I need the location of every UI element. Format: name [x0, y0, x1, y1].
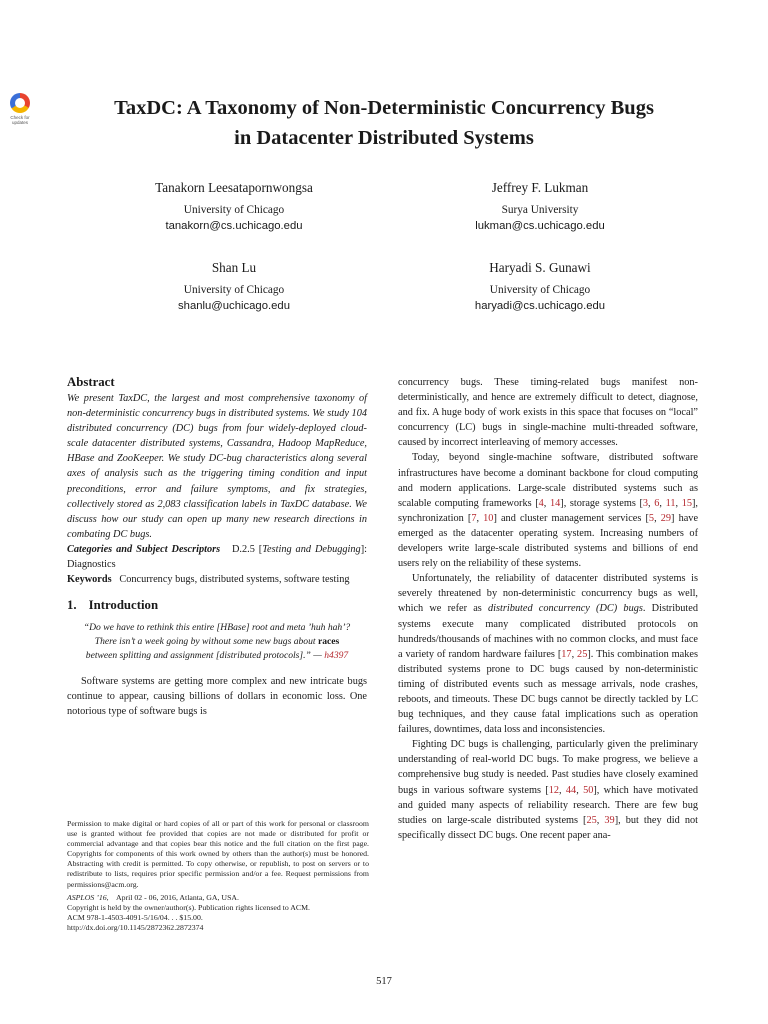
body-text: ]. This combination makes distributed systems prone to DC bugs caused by non-deterministic timing of distributed events such as message arrivals, node crashes, reboots, and timeouts. These DC bugs cannot be directly tackled by LC bug techniques, and they cause fatal implications such as operation failures, downtimes, data loss and inconsistencies.	[398, 648, 698, 736]
body-text: ], storage systems [	[560, 497, 643, 509]
isbn-line: ACM 978-1-4503-4091-5/16/04. . . $15.00.	[67, 912, 203, 922]
body-text: ], but they did not specifically dissect DC bugs. One recent paper ana-	[398, 814, 698, 841]
citation-link[interactable]: 29	[660, 512, 672, 524]
author-name: Jeffrey F. Lukman	[491, 180, 589, 195]
section-title: Introduction	[88, 598, 159, 613]
keywords-text: Concurrency bugs, distributed systems, software testing	[119, 574, 350, 586]
citation-link[interactable]: 11	[665, 497, 676, 509]
citation-link[interactable]: 39	[604, 814, 615, 826]
body-text: Fighting DC bugs is challenging, particularly given the preliminary understanding of real-world DC bugs. To make progress, we believe a comprehensive bug study is needed. Past studies have closely examined bugs in various software systems [	[398, 739, 698, 796]
body-text: ,	[559, 784, 566, 796]
check-for-updates-label: Check for updates	[10, 115, 30, 125]
body-text: ,	[596, 814, 605, 826]
conference-line	[67, 893, 369, 903]
author-name: Tanakorn Leesatapornwongsa	[155, 180, 313, 195]
author-email[interactable]: lukman@cs.uchicago.edu	[475, 220, 605, 232]
body-text: ], which have motivated and guided many aspects of reliability research. There are few bug studies on large-scale distributed systems [	[398, 784, 699, 826]
copyright-line: Copyright is held by the owner/author(s). Publication rights licensed to ACM.	[67, 902, 310, 912]
page-number: 517	[376, 976, 392, 987]
body-text: ,	[576, 784, 584, 796]
body-text: ,	[476, 512, 484, 524]
intro-paragraph: Software systems are getting more complex and new intricate bugs continue to appear, causing billions of dollars in economic loss. One notorious type of software bugs is	[67, 676, 367, 718]
abstract-heading: Abstract	[67, 375, 115, 389]
author-block	[84, 179, 384, 234]
author-block	[390, 259, 690, 314]
author-affiliation: University of Chicago	[489, 284, 591, 296]
body-paragraph: concurrency bugs. These timing-related bugs manifest non-deterministically, and hence are extremely difficult to detect, diagnose, and fix. A huge body of work exists in this space that focuses on “local” concurrency (LC) bugs in single-machine multi-threaded software, caused by incorrect interleaving of memory accesses.	[398, 377, 698, 449]
citation-link[interactable]: 5	[648, 512, 655, 524]
body-text: . Distributed systems execute many complicated distributed protocols on hundreds/thousands of machines with no common clocks, and must face a variety of random hardware failures [	[398, 603, 698, 660]
author-name: Shan Lu	[211, 260, 257, 275]
body-text: ,	[571, 648, 578, 660]
emphasis-text: distributed concurrency (DC) bugs	[487, 603, 643, 615]
title-line-2: in Datacenter Distributed Systems	[234, 127, 534, 149]
body-text: Unfortunately, the reliability of datacenter distributed systems is severely threatened by non-deterministic concurrency bugs as well, which we refer as	[398, 573, 698, 615]
permission-notice	[67, 819, 369, 933]
author-name: Haryadi S. Gunawi	[489, 260, 591, 275]
left-column	[67, 373, 367, 720]
crossmark-icon	[10, 93, 30, 113]
doi-link[interactable]: http://dx.doi.org/10.1145/2872362.2872374	[67, 922, 204, 932]
right-column	[398, 375, 698, 843]
body-paragraph	[398, 737, 698, 843]
check-for-updates-badge[interactable]	[6, 93, 34, 127]
author-affiliation: University of Chicago	[183, 204, 285, 216]
intro-heading	[67, 596, 367, 614]
citation-link[interactable]: 44	[565, 784, 577, 796]
author-block	[390, 179, 690, 234]
categories-text: ]: Diagnostics	[67, 543, 367, 571]
body-text: ] have emerged as the datacenter operating system. Increasing numbers of developers write large-scale distributed systems and billions of end users rely on the reliability of these systems.	[398, 512, 699, 570]
title-line-1: TaxDC: A Taxonomy of Non-Deterministic Concurrency Bugs	[114, 97, 654, 119]
body-text: ], synchronization [	[398, 497, 698, 524]
body-text: ] and cluster management services [	[493, 512, 649, 524]
citation-link[interactable]: 7	[471, 512, 477, 524]
author-email[interactable]: shanlu@uchicago.edu	[178, 300, 290, 312]
epigraph-quote	[81, 621, 353, 663]
citation-link[interactable]: 14	[549, 497, 561, 509]
author-affiliation: Surya University	[501, 204, 579, 216]
body-paragraph	[398, 571, 698, 737]
quote-text: between splitting and assignment [distributed protocols].” —	[85, 650, 325, 662]
body-text: ,	[654, 512, 661, 524]
citation-link[interactable]: 6	[654, 497, 660, 509]
citation-link[interactable]: 15	[681, 497, 692, 509]
citation-link[interactable]: 25	[586, 814, 597, 826]
categories-paragraph	[67, 542, 367, 572]
keywords-paragraph	[67, 572, 367, 587]
author-email[interactable]: tanakorn@cs.uchicago.edu	[165, 220, 303, 232]
paper-title	[60, 93, 708, 153]
citation-link[interactable]: 12	[548, 784, 560, 796]
categories-label: Categories and Subject Descriptors	[67, 543, 221, 555]
conference-name: ASPLOS ’16,	[67, 892, 109, 902]
citation-link[interactable]: 50	[583, 784, 594, 796]
citation-link[interactable]: 10	[483, 512, 494, 524]
permission-text: Permission to make digital or hard copies of all or part of this work for personal or classroom use is granted without fee provided that copies are not made or distributed for profit or commercial advantage and that copies bear this notice and the full citation on the first page. Copyrights for components of this work owned by others than the author(s) must be honored. Abstracting with credit is permitted. To copy otherwise, or republish, to post on servers or to redistribute to lists, requires prior specific permission and/or a fee. Request permissions from permissions@acm.org.	[67, 819, 369, 889]
citation-link[interactable]: 17	[561, 648, 572, 660]
keywords-label: Keywords	[67, 574, 112, 586]
body-text: ,	[659, 497, 666, 509]
body-paragraph	[398, 450, 698, 571]
body-text: ,	[675, 497, 682, 509]
citation-link[interactable]: 4	[538, 497, 544, 509]
citation-link[interactable]: 3	[642, 497, 649, 509]
quote-ref-link[interactable]: h4397	[324, 650, 349, 662]
quote-emphasis: races	[317, 636, 340, 648]
categories-text: D.2.5 [	[231, 543, 263, 555]
author-block	[84, 259, 384, 314]
citation-link[interactable]: 25	[577, 648, 588, 660]
author-email[interactable]: haryadi@cs.uchicago.edu	[474, 300, 606, 312]
body-text: ,	[648, 497, 655, 509]
section-number: 1.	[67, 598, 77, 613]
categories-topic: Testing and Debugging	[262, 543, 361, 555]
body-text: Today, beyond single-machine software, distributed software infrastructures have become a dominant backbone for cloud computing and modern applications. Large-scale distributed systems such as scalable computing frameworks [	[398, 452, 698, 509]
conference-details: April 02 - 06, 2016, Atlanta, GA, USA.	[115, 892, 239, 902]
abstract-text: We present TaxDC, the largest and most comprehensive taxonomy of non-deterministic concurrency bugs in distributed systems. We study 104 distributed concurrency (DC) bugs from four widely-deployed cloud-scale datacenter distributed systems, Cassandra, Hadoop MapReduce, HBase and ZooKeeper. We study DC-bug characteristics along several axes of analysis such as the triggering timing condition and input preconditions, error and failure symptoms, and fix strategies, collectively stored as 2,083 classification labels in TaxDC database. We discuss how our study can open up many new research directions in combating DC bugs.	[67, 393, 367, 540]
body-text: ,	[543, 497, 550, 509]
author-affiliation: University of Chicago	[183, 284, 285, 296]
quote-text: “Do we have to rethink this entire [HBase] root and meta ’huh hah’? There isn’t a week going by without some new bugs about	[83, 622, 351, 648]
